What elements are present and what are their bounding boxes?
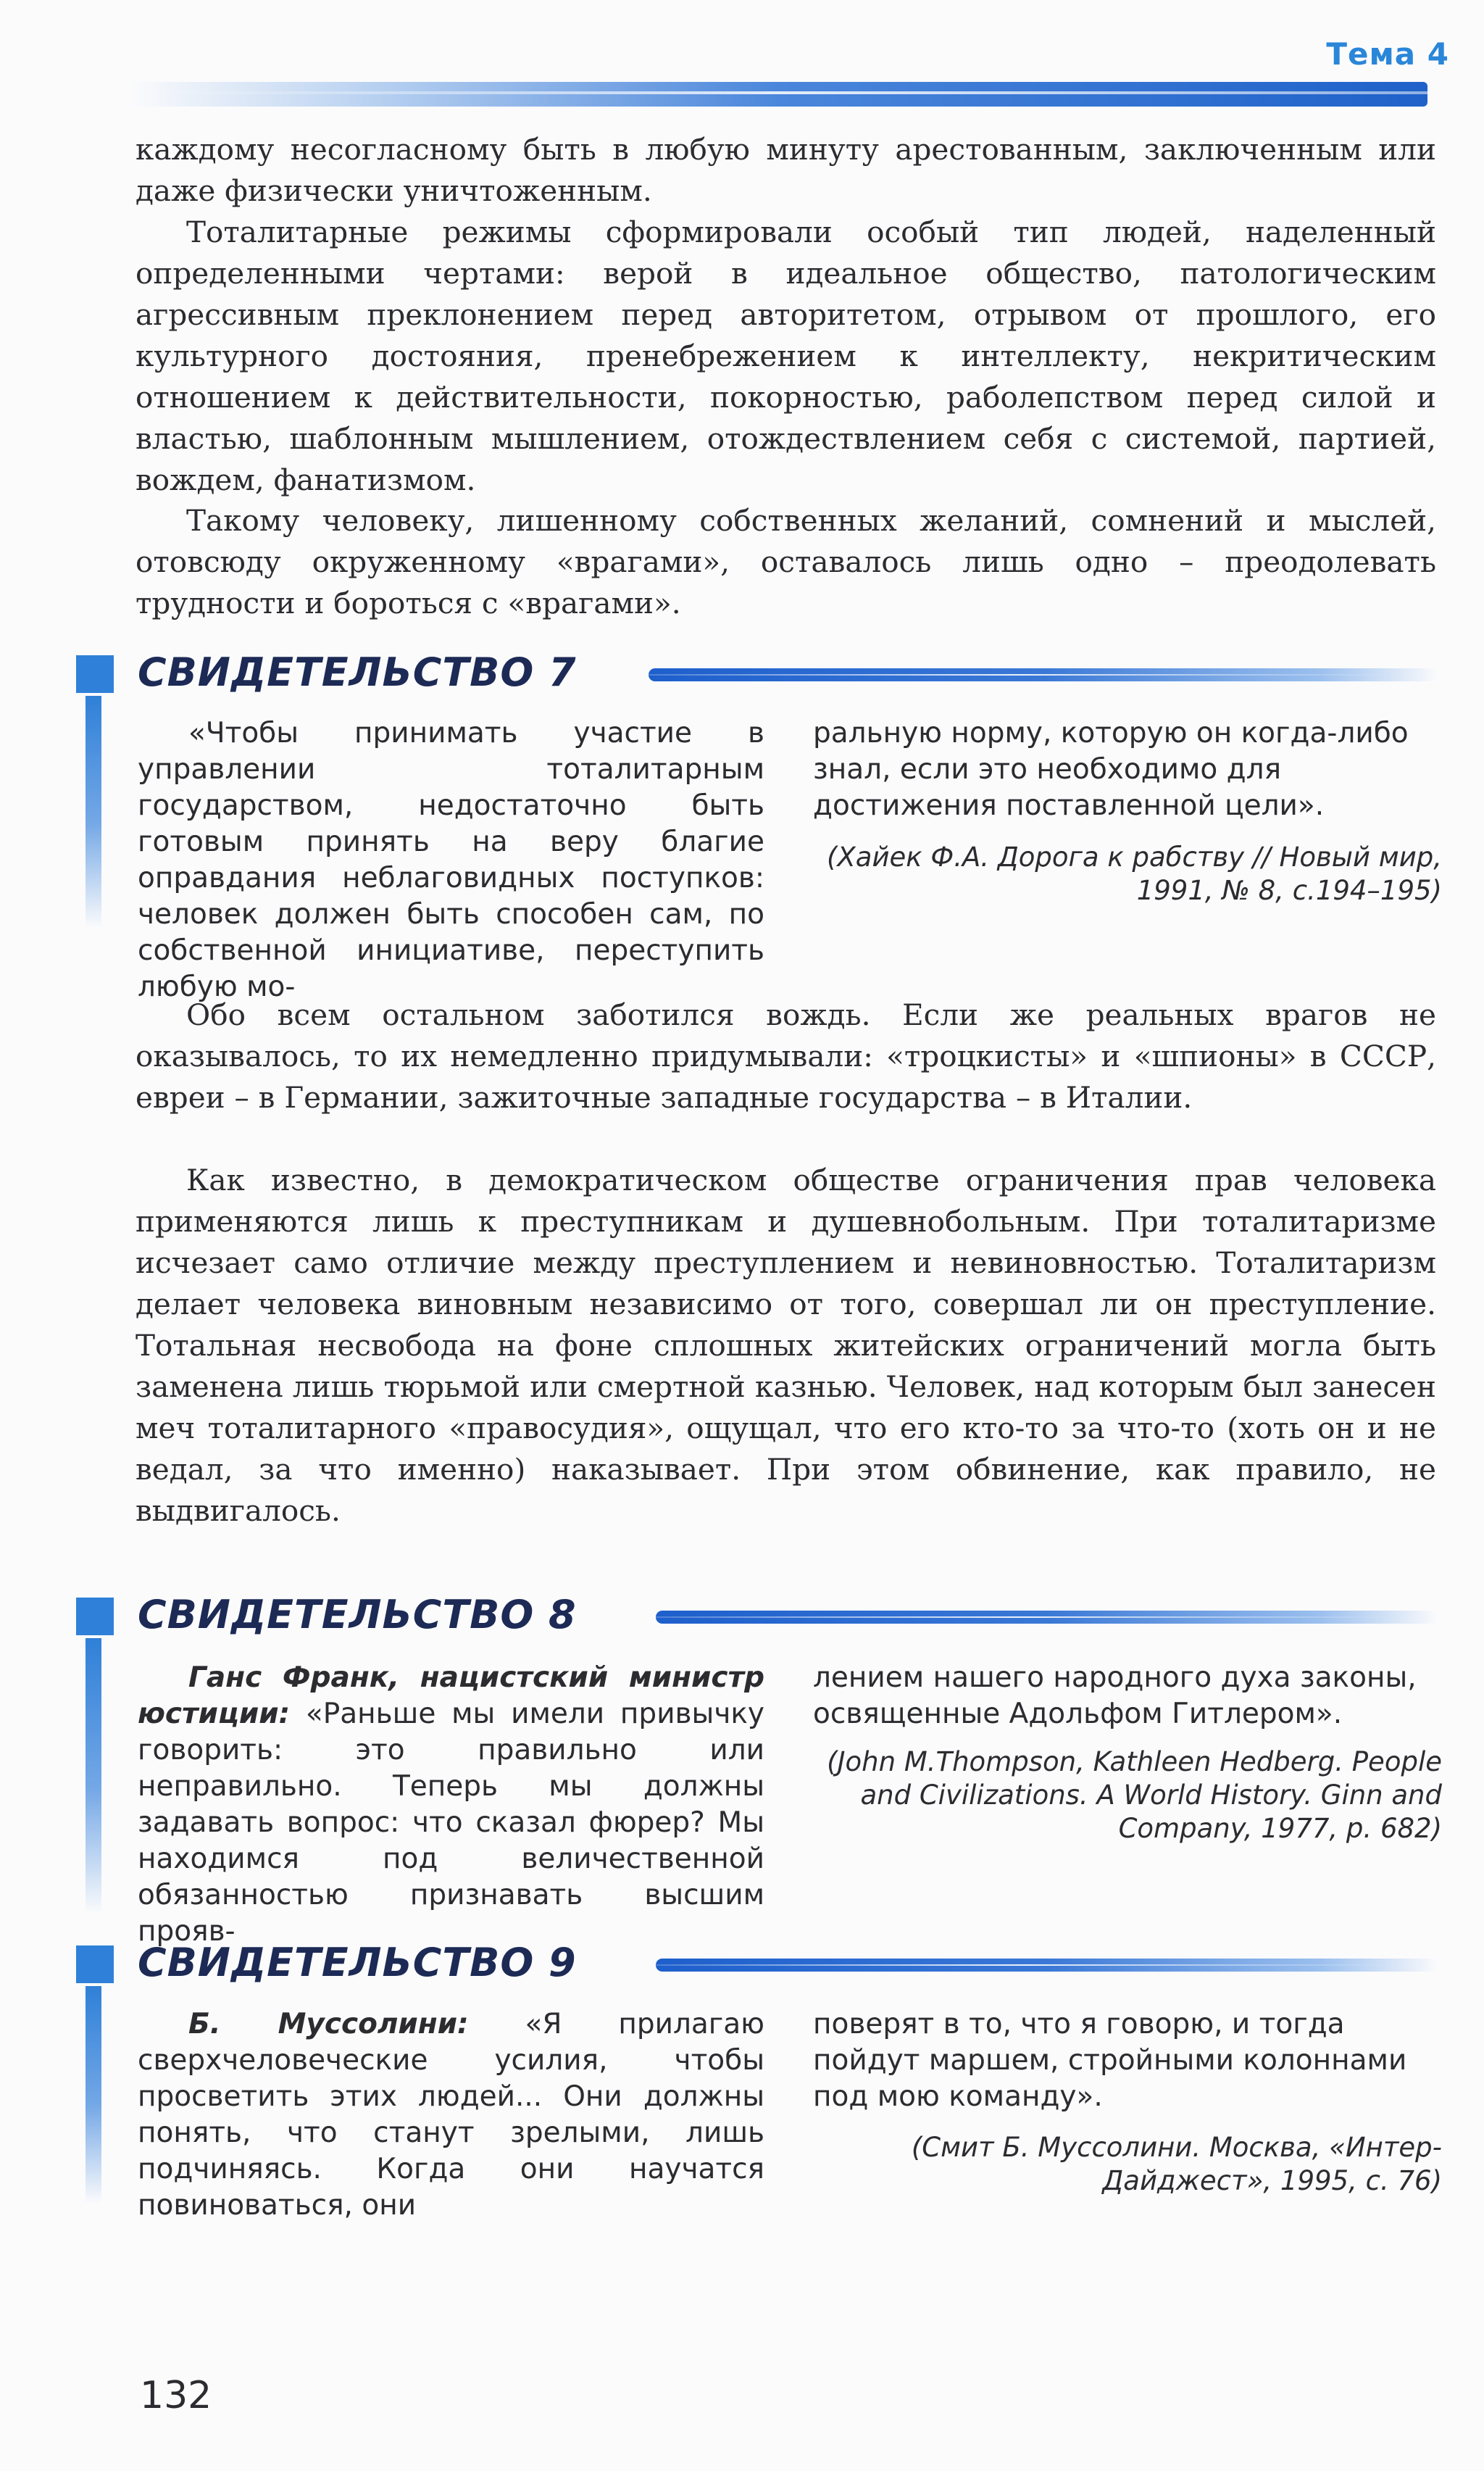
evidence-7-quote-left: «Чтобы принимать участие в управлении тоталитарным государством, недостаточно быть готовым принять на веру благие оправдания неблаговидных поступков: человек должен быть способен сам, по собственной инициативе, переступить любую мо-	[138, 717, 764, 1003]
evidence-7-source: (Хайек Ф.А. Дорога к рабству // Новый мир, 1991, № 8, с.194–195)	[827, 842, 1442, 906]
evidence-8-quote-right: лением нашего народного духа законы, освященные Адольфом Гитлером».	[813, 1661, 1417, 1730]
page-number: 132	[140, 2374, 212, 2417]
heading-square-marker	[76, 1945, 114, 1983]
evidence-9-heading	[76, 1940, 1438, 1988]
heading-decorative-bar	[649, 668, 1438, 681]
heading-square-marker	[76, 655, 114, 693]
paragraph-4: Обо всем остальном заботился вождь. Если же реальных врагов не оказывалось, то их немедленно придумывали: «троцкисты» и «шпионы» в СССР, евреи – в Германии, зажиточные западные государства – в Италии.	[136, 997, 1436, 1115]
evidence-9-quote-left	[138, 2006, 764, 2224]
evidence-8-quote-left	[138, 1660, 764, 1950]
evidence-9-quote-right: поверят в то, что я говорю, и тогда пойдут маршем, стройными колоннами под мою команду».	[813, 2008, 1407, 2113]
heading-decorative-bar	[656, 1611, 1438, 1624]
evidence-9-title: СВИДЕТЕЛЬСТВО 9	[138, 1940, 577, 1985]
evidence-9-source: (Смит Б. Муссолини. Москва, «Интер-Дайджест», 1995, с. 76)	[911, 2132, 1442, 2196]
header-decorative-bar	[130, 82, 1427, 107]
evidence-7-quote-right: ральную норму, которую он когда-либо знал, если это необходимо для достижения поставленной цели».	[813, 717, 1409, 822]
evidence-8-heading	[76, 1592, 1438, 1640]
evidence-8-title: СВИДЕТЕЛЬСТВО 8	[138, 1592, 577, 1637]
evidence-7-side-line	[86, 696, 101, 928]
evidence-8-side-line	[86, 1638, 101, 1914]
evidence-9-quote-text: «Я прилагаю сверхчеловеческие усилия, чтобы просветить этих людей... Они должны понять, что станут зрелыми, лишь подчиняясь. Когда они научатся повиноваться, они	[138, 2008, 764, 2222]
evidence-9-side-line	[86, 1986, 101, 2204]
topic-label: Тема 4	[1326, 36, 1449, 72]
heading-square-marker	[76, 1598, 114, 1635]
evidence-7-heading	[76, 649, 1438, 697]
evidence-8-speaker: Ганс Франк, нацистский министр юстиции:	[138, 1661, 764, 1730]
heading-decorative-bar	[656, 1959, 1438, 1972]
paragraph-1: каждому несогласному быть в любую минуту арестованным, заключенным или даже физически уничтоженным.	[136, 132, 1436, 208]
evidence-8-source: (John M.Thompson, Kathleen Hedberg. People and Civilizations. A World History. Ginn and Company, 1977, p. 682)	[827, 1746, 1442, 1844]
paragraph-5: Как известно, в демократическом обществе ограничения прав человека применяются лишь к преступникам и душевнобольным. При тоталитаризме исчезает само отличие между преступлением и невиновностью. Тоталитаризм делает человека виновным независимо от того, совершал ли он преступление. Тотальная несвобода на фоне сплошных житейских ограничений могла быть заменена лишь тюрьмой или смертной казнью. Человек, над которым был занесен меч тоталитарного «правосудия», ощущал, что его кто-то за что-то (хоть он и не ведал, за что именно) наказывает. При этом обвинение, как правило, не выдвигалось.	[136, 1163, 1436, 1528]
paragraph-2: Тоталитарные режимы сформировали особый тип людей, наделенный определенными чертами: верой в идеальное общество, патологическим агрессивным преклонением перед авторитетом, отрывом от прошлого, его культурного достояния, пренебрежением к интеллекту, некритическим отношением к действительности, покорностью, раболепством перед силой и властью, шаблонным мышлением, отождествлением себя с системой, партией, вождем, фанатизмом.	[136, 215, 1436, 497]
evidence-9-speaker: Б. Муссолини:	[188, 2008, 469, 2040]
paragraph-3: Такому человеку, лишенному собственных желаний, сомнений и мыслей, отовсюду окруженному «врагами», оставалось лишь одно – преодолевать трудности и бороться с «врагами».	[136, 503, 1436, 620]
evidence-7-title: СВИДЕТЕЛЬСТВО 7	[138, 649, 577, 695]
evidence-8-quote-text: «Раньше мы имели привычку говорить: это правильно или неправильно. Теперь мы должны задавать вопрос: что сказал фюрер? Мы находимся под величественной обязанностью признавать высшим прояв-	[138, 1698, 764, 1948]
